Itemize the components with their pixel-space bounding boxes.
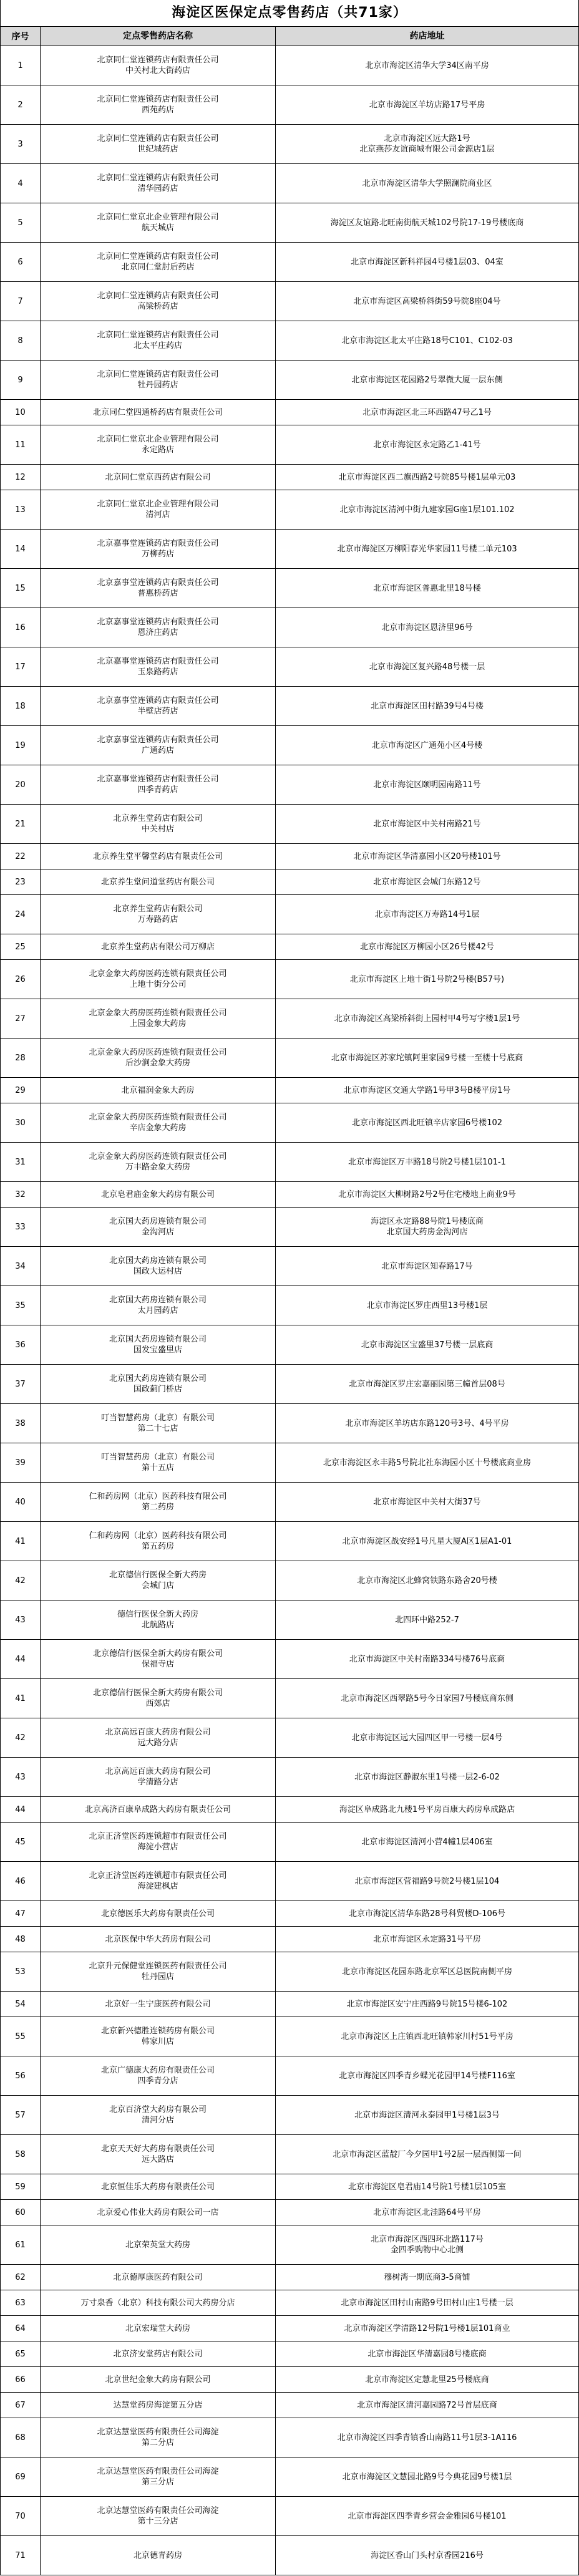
- row-no: 56: [1, 2056, 41, 2095]
- table-row: [1, 1208, 578, 1247]
- row-no: 20: [1, 765, 41, 804]
- row-no: 46: [1, 1862, 41, 1901]
- row-address: 北京市海淀区清华大学照澜院商业区: [362, 178, 492, 188]
- row-name: 北京国大药房连锁有限公司 国政大运村店: [41, 1247, 276, 1286]
- row-no: 70: [1, 2497, 41, 2535]
- row-address: 北京市海淀区上地十街1号院2号楼(B57号): [349, 974, 505, 984]
- row-name: 北京金象大药房医药连锁有限责任公司 后沙涧金象大药房: [41, 1039, 276, 1077]
- row-name: 北京嘉事堂连锁药店有限责任公司 四季青药店: [41, 765, 276, 804]
- row-address: 北京市海淀区四季青乡蝶光花园甲14号楼F116室: [339, 2071, 515, 2081]
- table-row: [1, 1103, 578, 1143]
- table-row: [1, 895, 578, 934]
- row-name: 北京同仁堂京北企业管理有限公司 永定路店: [41, 425, 276, 464]
- table-row: [1, 1992, 578, 2017]
- table-row: [1, 2497, 578, 2536]
- row-name: 叮当智慧药房（北京）有限公司 第二十七店: [41, 1404, 276, 1443]
- row-name: 北京金象大药房医药连锁有限责任公司 辛店金象大药房: [41, 1103, 276, 1142]
- row-address: 海淀区友谊路北旺南街航天城102号院17-19号楼底商: [330, 218, 524, 228]
- row-name: 北京金象大药房医药连锁有限责任公司 上园金象大药房: [41, 999, 276, 1038]
- row-name: 北京百济堂大药房有限公司 清河分店: [41, 2096, 276, 2134]
- row-address: 北京市海淀区远大路1号 北京燕莎友谊商城有限公司金源店1层: [359, 134, 495, 154]
- row-address: 北京市海淀区西翠路5号今日家园7号楼底商东侧: [341, 1693, 513, 1703]
- row-no: 32: [1, 1182, 41, 1207]
- row-no: 11: [1, 425, 41, 464]
- table-row: [1, 490, 578, 530]
- table-row: [1, 869, 578, 895]
- table-row: [1, 321, 578, 361]
- row-name: 北京同仁堂连锁药店有限责任公司 牡丹园药店: [41, 361, 276, 399]
- row-no: 35: [1, 1286, 41, 1325]
- row-address: 北京市海淀区罗庄西里13号楼1层: [366, 1300, 488, 1310]
- row-name: 北京正济堂医药连锁超市有限责任公司 海淀小营店: [41, 1823, 276, 1861]
- row-name: 北京高远百康大药房有限公司 远大路分店: [41, 1718, 276, 1757]
- table-row: [1, 465, 578, 490]
- row-address: 北京市海淀区万柳园小区26号楼42号: [359, 942, 495, 952]
- row-no: 59: [1, 2174, 41, 2199]
- table-row: [1, 1927, 578, 1952]
- row-no: 63: [1, 2290, 41, 2315]
- row-name: 北京达慧堂医药有限责任公司海淀 第十三分店: [41, 2497, 276, 2535]
- table-row: [1, 2418, 578, 2457]
- row-no: 67: [1, 2393, 41, 2418]
- row-name: 北京金象大药房医药连锁有限责任公司 万丰路金象大药房: [41, 1143, 276, 1181]
- row-address: 北京市海淀区万柳阳春光华家园11号楼二单元103: [337, 544, 517, 554]
- table-row: [1, 2174, 578, 2200]
- row-address: 北京市海淀区清河嘉园路72号首层底商: [357, 2400, 497, 2410]
- row-address: 北京市海淀区中关村大街37号: [373, 1497, 481, 1507]
- row-name: 北京同仁堂连锁药店有限责任公司 中关村北大街药店: [41, 46, 276, 85]
- row-name: 北京养生堂问道堂药店有限公司: [41, 869, 276, 894]
- row-no: 30: [1, 1103, 41, 1142]
- row-address: 北京市海淀区大柳树路2号2号住宅楼地上商业9号: [338, 1189, 516, 1199]
- row-name: 北京德青药房: [41, 2536, 276, 2575]
- table-row: [1, 1039, 578, 1078]
- row-no: 43: [1, 1758, 41, 1796]
- table-row: [1, 2341, 578, 2367]
- row-name: 北京福润金象大药房: [41, 1078, 276, 1103]
- row-address: 北京市海淀区花园东路北京军区总医院南侧平房: [341, 1967, 512, 1977]
- row-address: 北京市海淀区高梁桥斜街59号院8座04号: [353, 296, 501, 306]
- row-name: 北京高济百康阜成路大药房有限责任公司: [41, 1797, 276, 1822]
- table-body: [1, 46, 578, 2575]
- row-name: 北京好一生宁康医药有限公司: [41, 1992, 276, 2017]
- row-no: 6: [1, 243, 41, 281]
- row-no: 27: [1, 999, 41, 1038]
- row-name: 北京皂君庙金象大药房有限公司: [41, 1182, 276, 1207]
- table-row: [1, 2457, 578, 2497]
- table-row: [1, 934, 578, 960]
- row-name: 北京德厚康医药有限公司: [41, 2265, 276, 2290]
- row-no: 62: [1, 2265, 41, 2290]
- row-address: 北京市海淀区中关村南路334号楼76号底商: [349, 1654, 505, 1664]
- table-row: [1, 687, 578, 726]
- row-address: 北京市海淀区清河小营4幢1层406室: [361, 1837, 493, 1847]
- row-address: 北京市海淀区永定路乙1-41号: [373, 440, 481, 450]
- table-row: [1, 2367, 578, 2393]
- row-address: 穆树湾一期底商3-5商铺: [384, 2272, 470, 2282]
- row-name: 叮当智慧药房（北京）有限公司 第十五店: [41, 1443, 276, 1482]
- row-address: 北京市海淀区文慧园北路9号今典花园9号楼1层: [342, 2472, 512, 2482]
- row-no: 18: [1, 687, 41, 725]
- row-no: 39: [1, 1443, 41, 1482]
- row-name: 北京国大药房连锁有限公司 金沟河店: [41, 1208, 276, 1246]
- row-no: 69: [1, 2457, 41, 2496]
- row-name: 北京同仁堂京北企业管理有限公司 清河店: [41, 490, 276, 529]
- table-header-row: [1, 27, 578, 46]
- row-no: 36: [1, 1325, 41, 1364]
- row-name: 北京嘉事堂连锁药店有限责任公司 恩济庄药店: [41, 608, 276, 647]
- row-address: 北京市海淀区苏家坨镇阿里家园9号楼一至楼十号底商: [331, 1053, 523, 1063]
- table-row: [1, 2225, 578, 2265]
- document-title: 海淀区医保定点零售药店（共71家）: [1, 0, 578, 27]
- row-address: 北京市海淀区田村山南路9号田村山庄1号楼一层: [341, 2298, 513, 2308]
- table-row: [1, 844, 578, 869]
- table-row: [1, 203, 578, 243]
- row-address: 北京市海淀区羊坊店东路120号3号、4号平房: [345, 1418, 509, 1428]
- row-address: 北京市海淀区复兴路48号楼一层: [369, 662, 485, 672]
- table-row: [1, 425, 578, 465]
- row-address: 北京市海淀区四季青乡营会金雅园6号楼101: [348, 2511, 507, 2521]
- row-name: 仁和药房网（北京）医药科技有限公司 第二药房: [41, 1483, 276, 1521]
- table-row: [1, 85, 578, 125]
- table-row: [1, 282, 578, 321]
- row-name: 北京同仁堂四通桥药店有限责任公司: [41, 400, 276, 425]
- row-name: 北京高远百康大药房有限公司 学清路分店: [41, 1758, 276, 1796]
- row-name: 北京德信行医保全新大药房 会城门店: [41, 1561, 276, 1600]
- row-no: 61: [1, 2225, 41, 2264]
- row-no: 13: [1, 490, 41, 529]
- row-no: 57: [1, 2096, 41, 2134]
- table-row: [1, 2200, 578, 2225]
- header-no: 序号: [1, 27, 41, 46]
- table-row: [1, 530, 578, 569]
- row-name: 北京同仁堂连锁药店有限责任公司 西苑药店: [41, 85, 276, 124]
- row-address: 海淀区阜成路北九楼1号平房百康大药房阜成路店: [339, 1804, 515, 1814]
- row-no: 23: [1, 869, 41, 894]
- row-address: 北京市海淀区交通大学路1号甲3号B楼平房1号: [343, 1085, 511, 1095]
- row-address: 北京市海淀区北洼路64号平房: [373, 2207, 481, 2217]
- row-name: 北京广德康大药房有限责任公司 四季青分店: [41, 2056, 276, 2095]
- table-row: [1, 361, 578, 400]
- row-address: 北京市海淀区田村路39号4号楼: [371, 701, 484, 711]
- table-row: [1, 2056, 578, 2096]
- row-no: 16: [1, 608, 41, 647]
- row-no: 10: [1, 400, 41, 425]
- row-no: 55: [1, 2017, 41, 2056]
- row-name: 德信行医保全新大药房 北航路店: [41, 1600, 276, 1639]
- row-no: 28: [1, 1039, 41, 1077]
- row-address: 北京市海淀区普惠北里18号楼: [373, 583, 481, 593]
- row-no: 12: [1, 465, 41, 490]
- row-no: 24: [1, 895, 41, 934]
- row-name: 北京达慧堂医药有限责任公司海淀 第二分店: [41, 2418, 276, 2457]
- table-row: [1, 1679, 578, 1718]
- row-address: 北京市海淀区恩济里96号: [381, 622, 473, 632]
- row-no: 34: [1, 1247, 41, 1286]
- row-name: 北京养生堂平馨堂药店有限责任公司: [41, 844, 276, 869]
- row-name: 北京同仁堂连锁药店有限责任公司 北京同仁堂肘后药店: [41, 243, 276, 281]
- row-address: 北京市海淀区远大园四区甲一号楼一层4号: [351, 1733, 503, 1743]
- row-name: 北京恒佳乐大药房有限责任公司: [41, 2174, 276, 2199]
- row-address: 北京市海淀区华清嘉园8号楼底商: [367, 2349, 487, 2359]
- row-no: 9: [1, 361, 41, 399]
- table-row: [1, 2096, 578, 2135]
- row-address: 北京市海淀区颐明园南路11号: [373, 780, 481, 790]
- row-address: 北京市海淀区花园路2号翠微大厦一层东侧: [351, 375, 503, 385]
- row-name: 北京荣英堂大药房: [41, 2225, 276, 2264]
- row-name: 北京养生堂药店有限公司 中关村店: [41, 805, 276, 843]
- row-no: 41: [1, 1679, 41, 1718]
- row-no: 21: [1, 805, 41, 843]
- table-row: [1, 1247, 578, 1286]
- row-address: 北京市海淀区羊坊店路17号平房: [369, 100, 485, 110]
- row-address: 海淀区香山门头村京香园216号: [371, 2550, 484, 2560]
- row-name: 北京医保中华大药房有限公司: [41, 1927, 276, 1952]
- table-row: [1, 1182, 578, 1208]
- table-row: [1, 726, 578, 765]
- table-row: [1, 1286, 578, 1325]
- row-no: 53: [1, 1952, 41, 1991]
- row-name: 北京达慧堂医药有限责任公司海淀 第三分店: [41, 2457, 276, 2496]
- row-name: 北京国大药房连锁有限公司 太月园药店: [41, 1286, 276, 1325]
- header-name: 定点零售药店名称: [41, 27, 276, 46]
- table-row: [1, 243, 578, 282]
- table-row: [1, 1862, 578, 1901]
- table-row: [1, 608, 578, 647]
- row-no: 71: [1, 2536, 41, 2575]
- row-address: 北京市海淀区学清路12号院1号楼1层101商业: [344, 2323, 510, 2333]
- row-name: 北京德信行医保全新大药房有限公司 西郊店: [41, 1679, 276, 1718]
- row-name: 北京嘉事堂连锁药店有限责任公司 广通药店: [41, 726, 276, 765]
- row-no: 31: [1, 1143, 41, 1181]
- row-name: 北京嘉事堂连锁药店有限责任公司 半壁店药店: [41, 687, 276, 725]
- row-no: 22: [1, 844, 41, 869]
- row-name: 北京天天好大药房有限责任公司 远大路店: [41, 2135, 276, 2174]
- row-address: 北四环中路252-7: [395, 1615, 459, 1625]
- row-address: 北京市海淀区宝盛里37号楼一层底商: [361, 1340, 494, 1350]
- row-no: 45: [1, 1823, 41, 1861]
- row-no: 4: [1, 164, 41, 203]
- row-address: 北京市海淀区北三环西路47号乙1号: [362, 407, 492, 417]
- row-address: 北京市海淀区皂君庙14号院1号楼1层105室: [348, 2182, 506, 2192]
- row-name: 北京同仁堂连锁药店有限责任公司 高梁桥药店: [41, 282, 276, 321]
- table-row: [1, 1758, 578, 1797]
- row-no: 54: [1, 1992, 41, 2017]
- row-no: 29: [1, 1078, 41, 1103]
- row-address: 海淀区永定路88号院1号楼底商 北京国大药房金沟河店: [371, 1217, 484, 1237]
- table-row: [1, 2316, 578, 2341]
- row-name: 北京同仁堂京西药店有限公司: [41, 465, 276, 490]
- row-name: 北京同仁堂连锁药店有限责任公司 北太平庄药店: [41, 321, 276, 360]
- row-name: 北京嘉事堂连锁药店有限责任公司 万柳药店: [41, 530, 276, 568]
- row-address: 北京市海淀区中关村南路21号: [373, 819, 481, 829]
- row-address: 北京市海淀区广通苑小区4号楼: [371, 740, 483, 750]
- row-name: 北京嘉事堂连锁药店有限责任公司 玉泉路药店: [41, 647, 276, 686]
- row-address: 北京市海淀区永丰路5号院北社东海园小区十号楼底商业房: [323, 1458, 532, 1468]
- row-no: 47: [1, 1901, 41, 1926]
- row-name: 北京同仁堂京北企业管理有限公司 航天城店: [41, 203, 276, 242]
- row-name: 北京国大药房连锁有限公司 国政蓟门桥店: [41, 1365, 276, 1403]
- row-address: 北京市海淀区四季青镇香山南路11号1层3-1A116: [337, 2433, 517, 2443]
- row-no: 42: [1, 1561, 41, 1600]
- row-address: 北京市海淀区蓝靛厂今夕园甲1号2层一层西侧第一间: [333, 2149, 522, 2159]
- row-no: 33: [1, 1208, 41, 1246]
- row-address: 北京市海淀区上庄镇西北旺镇韩家川村51号平房: [341, 2031, 513, 2041]
- row-no: 44: [1, 1640, 41, 1678]
- table-row: [1, 1600, 578, 1640]
- row-name: 北京养生堂药店有限公司万柳店: [41, 934, 276, 959]
- row-address: 北京市海淀区新科祥园4号楼1层03、04室: [351, 257, 504, 267]
- row-no: 7: [1, 282, 41, 321]
- table-row: [1, 1404, 578, 1443]
- row-no: 38: [1, 1404, 41, 1443]
- row-address: 北京市海淀区华清嘉园小区20号楼101号: [353, 851, 501, 861]
- row-address: 北京市海淀区高梁桥斜街上园村甲4号写字楼1层1号: [334, 1014, 520, 1024]
- table-row: [1, 1365, 578, 1404]
- table-row: [1, 1143, 578, 1182]
- row-no: 64: [1, 2316, 41, 2341]
- row-address: 北京市海淀区西四环北路117号 金四季购物中心北侧: [371, 2235, 484, 2255]
- row-no: 40: [1, 1483, 41, 1521]
- row-name: 北京宏瑞堂大药房: [41, 2316, 276, 2341]
- row-name: 北京同仁堂连锁药店有限责任公司 清华园药店: [41, 164, 276, 203]
- row-no: 15: [1, 569, 41, 608]
- row-name: 北京正济堂医药连锁超市有限责任公司 海淀建枫店: [41, 1862, 276, 1901]
- table-row: [1, 805, 578, 844]
- row-address: 北京市海淀区清河中街九建家园G座1层101.102: [339, 505, 515, 515]
- row-no: 8: [1, 321, 41, 360]
- table-row: [1, 1443, 578, 1483]
- row-name: 北京升元保健堂连锁医药有限责任公司 牡丹园店: [41, 1952, 276, 1991]
- row-no: 14: [1, 530, 41, 568]
- row-no: 26: [1, 960, 41, 999]
- row-no: 5: [1, 203, 41, 242]
- row-name: 北京养生堂药店有限公司 万寿路药店: [41, 895, 276, 934]
- row-name: 北京德医乐大药房有限责任公司: [41, 1901, 276, 1926]
- row-name: 北京嘉事堂连锁药店有限责任公司 普惠桥药店: [41, 569, 276, 608]
- row-no: 65: [1, 2341, 41, 2366]
- row-name: 万寸泉香（北京）科技有限公司大药房分店: [41, 2290, 276, 2315]
- row-address: 北京市海淀区清华东路28号科贸楼D-106号: [348, 1909, 506, 1919]
- row-no: 58: [1, 2135, 41, 2174]
- row-name: 北京济安堂药店有限公司: [41, 2341, 276, 2366]
- row-name: 北京国大药房连锁有限公司 国发宝盛里店: [41, 1325, 276, 1364]
- table-row: [1, 1522, 578, 1561]
- row-address: 北京市海淀区安宁庄西路9号院15号楼6-102: [346, 1999, 508, 2009]
- table-row: [1, 1952, 578, 1992]
- row-address: 北京市海淀区营福路9号院2号楼1层104: [354, 1876, 500, 1886]
- row-no: 2: [1, 85, 41, 124]
- row-name: 北京爱心伟业大药房有限公司一店: [41, 2200, 276, 2225]
- table-row: [1, 1483, 578, 1522]
- row-address: 北京市海淀区北蜂窝铁路东路舍20号楼: [357, 1576, 497, 1586]
- row-address: 北京市海淀区西二旗西路2号院85号楼1层单元03: [338, 472, 516, 482]
- table-row: [1, 2265, 578, 2290]
- row-name: 北京同仁堂连锁药店有限责任公司 世纪城药店: [41, 125, 276, 163]
- table-row: [1, 1561, 578, 1600]
- table-row: [1, 400, 578, 425]
- row-address: 北京市海淀区罗庄宏嘉丽园第三幢首层08号: [349, 1379, 505, 1389]
- row-address: 北京市海淀区定慧北里25号楼底商: [365, 2375, 489, 2385]
- row-name: 北京德信行医保全新大药房有限公司 保福寺店: [41, 1640, 276, 1678]
- row-no: 37: [1, 1365, 41, 1403]
- table-row: [1, 2290, 578, 2316]
- row-no: 1: [1, 46, 41, 85]
- row-no: 41: [1, 1522, 41, 1561]
- table-row: [1, 765, 578, 805]
- row-no: 19: [1, 726, 41, 765]
- table-row: [1, 2017, 578, 2056]
- row-no: 25: [1, 934, 41, 959]
- table-row: [1, 1797, 578, 1823]
- row-address: 北京市海淀区知春路17号: [381, 1261, 473, 1271]
- row-name: 北京新兴德胜连锁药房有限公司 韩家川店: [41, 2017, 276, 2056]
- table-row: [1, 1078, 578, 1103]
- row-name: 仁和药房网（北京）医药科技有限公司 第五药房: [41, 1522, 276, 1561]
- table-row: [1, 46, 578, 85]
- table-row: [1, 1718, 578, 1758]
- row-no: 68: [1, 2418, 41, 2457]
- row-name: 达慧堂药房海淀第五分店: [41, 2393, 276, 2418]
- row-address: 北京市海淀区万丰路18号院2号楼1层101-1: [348, 1157, 506, 1167]
- table-row: [1, 647, 578, 687]
- table-row: [1, 164, 578, 203]
- table-row: [1, 2536, 578, 2575]
- header-address: 药店地址: [409, 31, 445, 41]
- table-row: [1, 2135, 578, 2174]
- table-row: [1, 999, 578, 1039]
- table-row: [1, 1325, 578, 1365]
- row-address: 北京市海淀区清河永泰园甲1号楼1层3号: [354, 2110, 500, 2120]
- table-row: [1, 1823, 578, 1862]
- row-address: 北京市海淀区北太平庄路18号C101、C102-03: [341, 336, 513, 346]
- row-no: 66: [1, 2367, 41, 2392]
- row-address: 北京市海淀区万寿路14号1层: [374, 909, 480, 919]
- row-name: 北京金象大药房医药连锁有限责任公司 上地十街分公司: [41, 960, 276, 999]
- row-address: 北京市海淀区静淑东里1号楼一层2-6-02: [354, 1772, 500, 1782]
- table-row: [1, 1901, 578, 1927]
- row-address: 北京市海淀区西北旺镇辛店家园6号楼102: [351, 1118, 503, 1128]
- row-no: 17: [1, 647, 41, 686]
- row-address: 北京市海淀区会城门东路12号: [373, 877, 481, 887]
- table-row: [1, 1640, 578, 1679]
- row-no: 43: [1, 1600, 41, 1639]
- table-row: [1, 569, 578, 608]
- row-name: 北京世纪金象大药房有限公司: [41, 2367, 276, 2392]
- row-no: 48: [1, 1927, 41, 1952]
- table-row: [1, 125, 578, 164]
- table-row: [1, 960, 578, 999]
- row-address: 北京市海淀区清华大学34区南平房: [365, 61, 489, 70]
- row-address: 北京市海淀区永定路31号平房: [373, 1934, 481, 1944]
- row-no: 3: [1, 125, 41, 163]
- row-no: 60: [1, 2200, 41, 2225]
- row-no: 44: [1, 1797, 41, 1822]
- row-address: 北京市海淀区战安经1号凡星大厦A区1层A1-01: [342, 1536, 512, 1546]
- row-no: 42: [1, 1718, 41, 1757]
- table-row: [1, 2393, 578, 2418]
